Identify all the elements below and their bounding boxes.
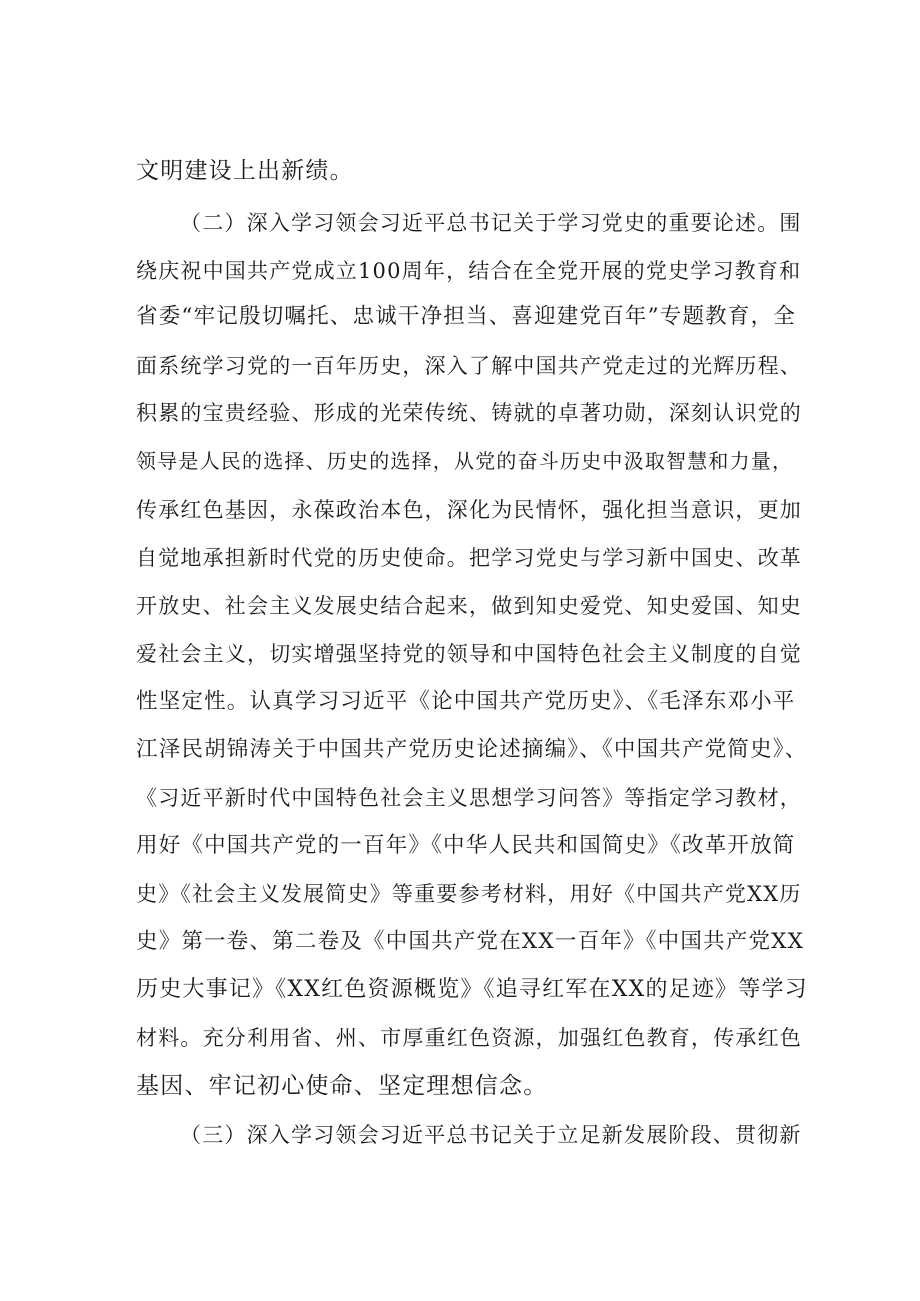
text-line: 材料。充分利用省、州、市厚重红色资源，加强红色教育，传承红色 bbox=[136, 1026, 802, 1050]
text-line: 自觉地承担新时代党的历史使命。把学习党史与学习新中国史、改革 bbox=[136, 546, 802, 570]
text-line: 史》《社会主义发展简史》等重要参考材料，用好《中国共产党XX历 bbox=[136, 882, 802, 906]
text-line: 性坚定性。认真学习习近平《论中国共产党历史》、《毛泽东邓小平 bbox=[136, 689, 796, 714]
text-line: 领导是人民的选择、历史的选择，从党的奋斗历史中汲取智慧和力量， bbox=[136, 449, 794, 473]
text-line: 爱社会主义，切实增强坚持党的领导和中国特色社会主义制度的自觉 bbox=[136, 642, 802, 666]
text-line: 绕庆祝中国共产党成立100周年，结合在全党开展的党史学习教育和 bbox=[136, 259, 802, 283]
text-line: 文明建设上出新绩。 bbox=[136, 158, 354, 184]
section-heading-2: （二）深入学习领会习近平总书记关于学习党史的重要论述。围 bbox=[180, 211, 802, 235]
text-line: 面系统学习党的一百年历史，深入了解中国共产党走过的光辉历程、 bbox=[136, 354, 802, 378]
text-line: 用好《中国共产党的一百年》《中华人民共和国简史》《改革开放简 bbox=[136, 833, 796, 858]
text-line: 《习近平新时代中国特色社会主义思想学习问答》等指定学习教材， bbox=[136, 786, 802, 810]
text-line: 省委“牢记殷切嘱托、忠诚干净担当、喜迎建党百年”专题教育，全 bbox=[136, 304, 796, 329]
text-line: 历史大事记》《XX红色资源概览》《追寻红军在XX的足迹》等学习 bbox=[136, 977, 808, 1002]
text-line: 史》第一卷、第二卷及《中国共产党在XX一百年》《中国共产党XX bbox=[136, 929, 805, 954]
text-line: 江泽民胡锦涛关于中国共产党历史论述摘编》、《中国共产党简史》、 bbox=[136, 737, 808, 762]
section-heading-3: （三）深入学习领会习近平总书记关于立足新发展阶段、贯彻新 bbox=[180, 1123, 802, 1147]
text-line: 开放史、社会主义发展史结合起来，做到知史爱党、知史爱国、知史 bbox=[136, 594, 802, 618]
text-line: 积累的宝贵经验、形成的光荣传统、铸就的卓著功勋，深刻认识党的 bbox=[136, 401, 802, 425]
text-line: 基因、牢记初心使命、坚定理想信念。 bbox=[136, 1073, 548, 1099]
text-line: 传承红色基因，永葆政治本色，深化为民情怀，强化担当意识，更加 bbox=[136, 498, 802, 522]
